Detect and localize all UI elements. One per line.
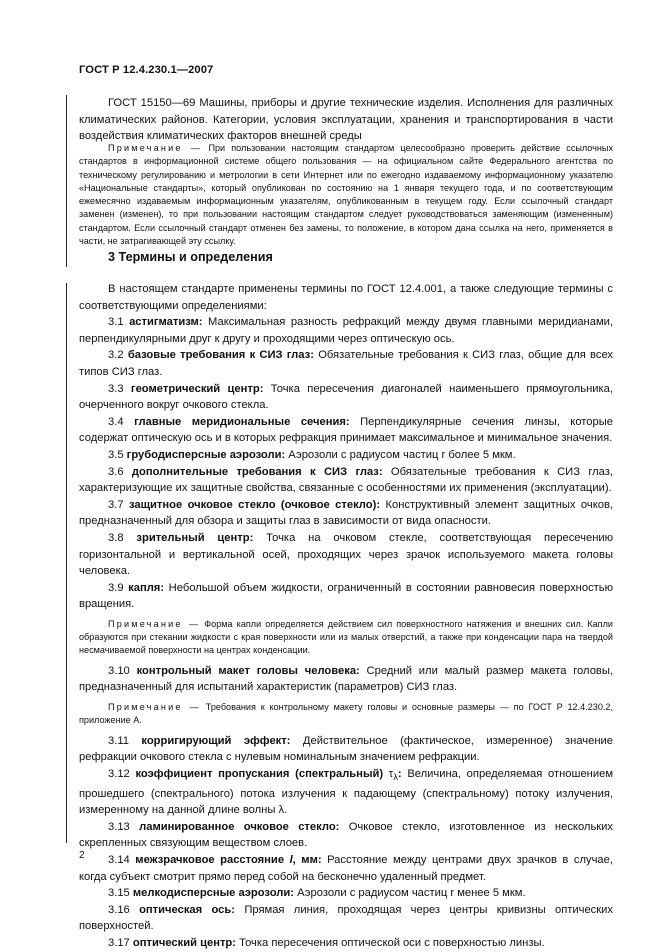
term-item (79, 314, 613, 347)
term-item (79, 464, 613, 497)
term-item (79, 733, 613, 766)
term-definition: Прямая линия, проходящая через центры кривизны оптических поверхностей. (79, 903, 614, 933)
margin-bar (66, 95, 67, 267)
term-name: зрительный центр: (136, 531, 254, 544)
term-definition: Максимальная разность рефракций между двумя главными меридианами, перпендикулярными друг к другу и проходящими через оптическую ось. (79, 316, 614, 345)
note-label: Примечание — (108, 618, 201, 629)
term-item (79, 852, 613, 885)
term-name: межзрачковое расстояние (135, 853, 285, 866)
term-item (79, 819, 613, 852)
term-name: астигматизм: (129, 316, 203, 329)
term-number: 3.9 (108, 581, 124, 594)
term-colon: : (397, 767, 402, 780)
reference-text: ГОСТ 15150—69 Машины, приборы и другие технические изделия. Исполнения для различных климатических районов. Категории, условия эксплуатации, хранения и транспортирования в части воздействия климатических факторов внешней среды (79, 97, 613, 143)
term-number: 3.14 (108, 853, 130, 866)
note-text: Форма капли определяется действием сил поверхностного натяжения и внешних сил. Капли образуются при стекании жидкости с края поверхности или из малых отверстий, а также при конденсации пара на твердой несмачиваемой поверхности на центрах конденсации. (79, 618, 613, 656)
term-name: оптическая ось: (139, 903, 236, 916)
term-item (79, 663, 613, 696)
term-symbol: l (289, 853, 293, 866)
term-number: 3.11 (108, 734, 129, 747)
term-definition: Точка на очковом стекле, соответствующая пересечению горизонтальной и вертикальной осей, проходящих через зрачок используемого макета головы человека. (79, 531, 614, 578)
term-name: капля: (128, 581, 165, 594)
term-name: коэффициент пропускания (спектральный) (135, 767, 384, 780)
term-item (79, 447, 613, 464)
term-item (79, 414, 613, 447)
term-definition: Расстояние между центрами двух зрачков в случае, когда субъект смотрит прямо перед собой на бесконечно удаленный предмет. (79, 853, 613, 883)
term-number: 3.2 (108, 349, 124, 362)
term-definition: Аэрозоли с радиусом частиц r менее 5 мкм. (297, 887, 526, 900)
reference-gost15150 (79, 95, 613, 145)
term-name: корригирующий эффект: (141, 734, 291, 747)
term-number: 3.10 (108, 664, 130, 677)
term-item (79, 530, 613, 580)
term-number: 3.7 (108, 498, 124, 511)
note-label: Примечание — (108, 143, 203, 153)
term-symbol-subscript: λ (393, 771, 398, 782)
term-number: 3.5 (108, 448, 124, 461)
term-definition: Аэрозоли с радиусом частиц r более 5 мкм. (288, 448, 516, 461)
term-name: главные меридиональные сечения: (134, 415, 350, 428)
term-name: грубодисперсные аэрозоли: (126, 448, 286, 461)
section-intro: В настоящем стандарте применены термины по ГОСТ 12.4.001, а также следующие термины с соответствующими определениями: (79, 283, 613, 312)
term-number: 3.1 (108, 316, 124, 329)
term-item (79, 381, 613, 414)
term-item (79, 902, 613, 935)
page-number: 2 (79, 850, 85, 861)
note-head-form (79, 701, 613, 728)
term-number: 3.6 (108, 465, 124, 478)
note-label: Примечание — (108, 701, 201, 712)
term-number: 3.16 (108, 903, 130, 916)
term-unit: , мм: (292, 853, 322, 866)
term-item (79, 766, 613, 819)
term-number: 3.12 (108, 767, 130, 780)
term-definition: Точка пересечения оптической оси с поверхностью линзы. (239, 936, 545, 949)
term-definition: Очковое стекло, изготовленное из нескольких скрепленных связующим веществом слоев. (79, 820, 614, 850)
term-item (79, 935, 613, 952)
margin-bar (66, 283, 67, 843)
document-header: ГОСТ Р 12.4.230.1—2007 (79, 64, 214, 76)
term-name: оптический центр: (132, 936, 236, 949)
term-definition: Точка пересечения диагоналей наименьшего прямоугольника, очерченного вокруг очкового стекла. (79, 382, 613, 412)
term-number: 3.17 (108, 936, 130, 949)
terms-body (79, 281, 613, 952)
term-item (79, 885, 613, 902)
term-name: защитное очковое стекло (очковое стекло): (128, 498, 381, 511)
term-item (79, 347, 613, 380)
term-definition: Перпендикулярные сечения линзы, которые содержат оптическую ось и в которых рефракция принимает максимальное и минимальное значения. (79, 415, 614, 445)
term-name: ламинированное очковое стекло: (139, 820, 340, 833)
term-definition: Величина, определяемая отношением прошедшего (спектрального) потока излучения к падающему (спектральному) потоку излучения, измеренному на данной длине волны λ. (79, 767, 614, 817)
term-definition: Средний или малый размер макета головы, предназначенный для испытаний характеристик (параметров) СИЗ глаз. (79, 664, 614, 694)
term-definition: Обязательные требования к СИЗ глаз, характеризующие их защитные свойства, связанные с особенностями их применения (эксплуатации). (79, 465, 614, 495)
term-number: 3.4 (108, 415, 124, 428)
term-item (79, 497, 613, 530)
term-number: 3.13 (108, 820, 130, 833)
note-text: При пользовании настоящим стандартом целесообразно проверить действие ссылочных стандартов в информационной системе общего пользования — на официальном сайте Федерального агентства по техническому регулированию и метрологии в сети Интернет или по ежегодно издаваемому информационному указателю «Национальные стандарты», который опубликован по состоянию на 1 января текущего года, и по соответствующим ежемесячно издаваемым информационным указателям, опубликованным в текущем году. Если ссылочный стандарт заменен (изменен), то при пользовании настоящим стандартом следует руководствоваться заменяющим (измененным) стандартом. Если ссылочный стандарт отменен без замены, то положение, в котором дана ссылка на него, применяется в части, не затрагивающей эту ссылку. (79, 143, 614, 247)
term-name: контрольный макет головы человека: (136, 664, 360, 677)
term-item (79, 580, 613, 613)
term-name: базовые требования к СИЗ глаз: (127, 349, 314, 362)
term-definition: Конструктивный элемент защитных очков, предназначенный для обзора и защиты глаз в зависимости от вида опасности. (79, 498, 614, 528)
term-symbol: τ (388, 767, 394, 780)
term-name: дополнительные требования к СИЗ глаз: (131, 465, 383, 478)
term-number: 3.15 (108, 887, 130, 900)
note-text: Требования к контрольному макету головы и основные размеры — по ГОСТ Р 12.4.230.2, приложение А. (79, 701, 614, 726)
term-number: 3.8 (108, 531, 124, 544)
term-definition: Обязательные требования к СИЗ глаз, общие для всех типов СИЗ глаз. (79, 349, 614, 378)
term-definition: Действительное (фактическое, измеренное) значение рефракции очкового стекла с нулевым номинальным значением рефракции. (79, 734, 614, 764)
term-definition: Небольшой объем жидкости, ограниченный в состоянии равновесия поверхностью вращения. (79, 581, 614, 611)
term-name: геометрический центр: (130, 382, 264, 395)
note-references (79, 142, 613, 248)
term-number: 3.3 (108, 382, 124, 395)
section-title: 3 Термины и определения (108, 250, 273, 264)
term-name: мелкодисперсные аэрозоли: (132, 887, 294, 900)
note-drop (79, 618, 613, 658)
